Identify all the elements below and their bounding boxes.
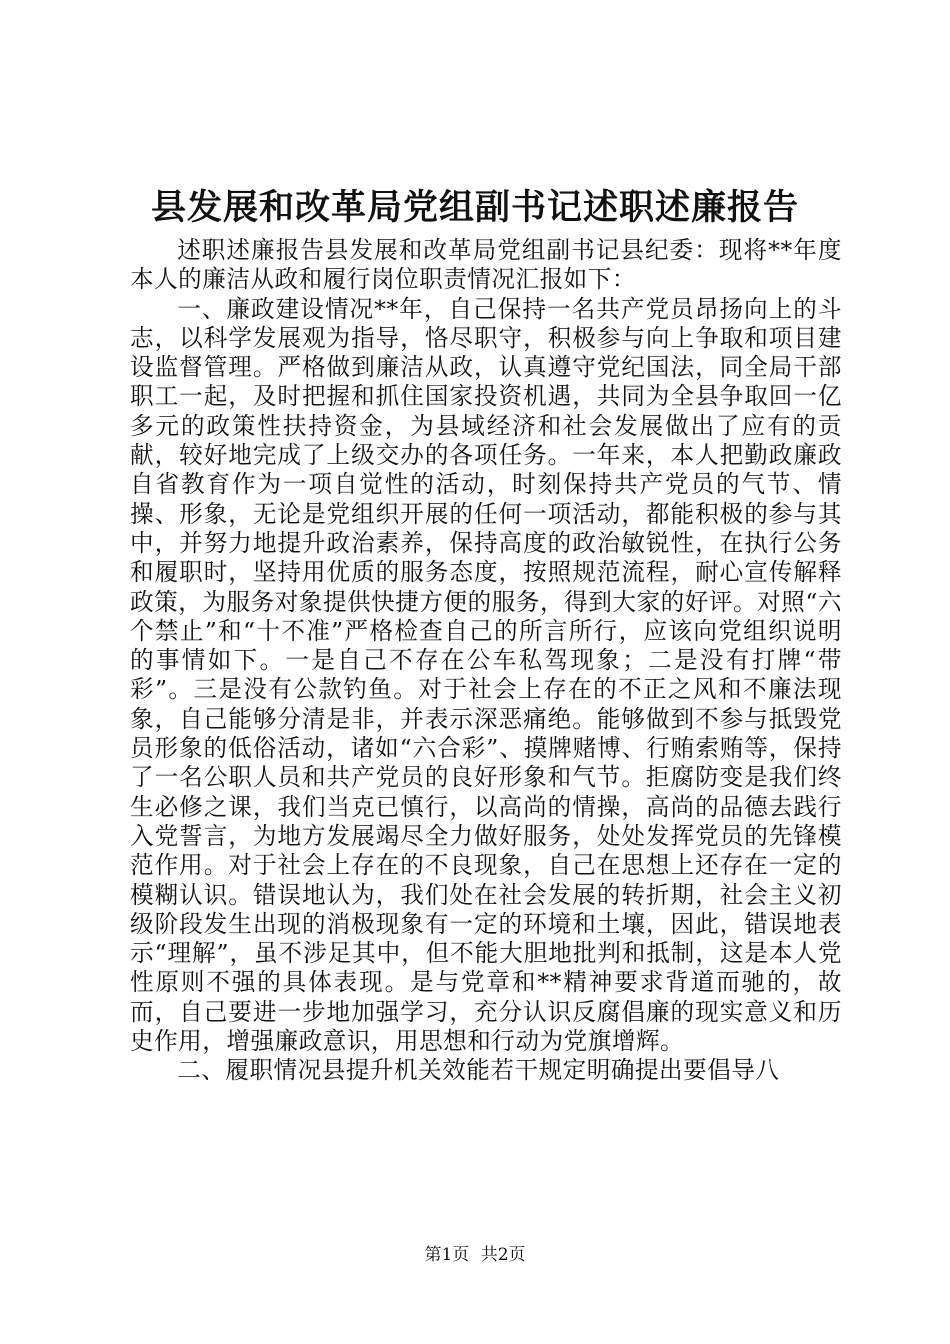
paragraph-intro: 述职述廉报告县发展和改革局党组副书记县纪委：现将**年度本人的廉洁从政和履行岗位职责情况汇报如下：	[130, 236, 842, 294]
page-total: 共2页	[480, 1245, 526, 1265]
document-title: 县发展和改革局党组副书记述职述廉报告	[150, 187, 799, 228]
paragraph-integrity: 一、廉政建设情况**年，自己保持一名共产党员昂扬向上的斗志，以科学发展观为指导，恪尽职守，积极参与向上争取和项目建设监督管理。严格做到廉洁从政，认真遵守党纪国法，同全局干部职工一起，及时把握和抓住国家投资机遇，共同为全县争取回一亿多元的政策性扶持资金，为县域经济和社会发展做出了应有的贡献，较好地完成了上级交办的各项任务。一年来，本人把勤政廉政自省教育作为一项自觉性的活动，时刻保持共产党员的气节、情操、形象，无论是党组织开展的任何一项活动，都能积极的参与其中，并努力地提升政治素养，保持高度的政治敏锐性，在执行公务和履职时，坚持用优质的服务态度，按照规范流程，耐心宣传解释政策，为服务对象提供快捷方便的服务，得到大家的好评。对照“六个禁止”和“十不准”严格检查自己的所言所行，应该向党组织说明的事情如下。一是自己不存在公车私驾现象；二是没有打牌“带彩”。三是没有公款钓鱼。对于社会上存在的不正之风和不廉法现象，自己能够分清是非，并表示深恶痛绝。能够做到不参与抵毁党员形象的低俗活动，诸如“六合彩”、摸牌赌博、行贿索贿等，保持了一名公职人员和共产党员的良好形象和气节。拒腐防变是我们终生必修之课，我们当克已慎行，以高尚的情操，高尚的品德去践行入党誓言，为地方发展竭尽全力做好服务，处处发挥党员的先锋模范作用。对于社会上存在的不良现象，自己在思想上还存在一定的模糊认识。错误地认为，我们处在社会发展的转折期，社会主义初级阶段发生出现的消极现象有一定的环境和土壤，因此，错误地表示“理解”，虽不涉足其中，但不能大胆地批判和抵制，这是本人党性原则不强的具体表现。是与党章和**精神要求背道而驰的，故而，自己要进一步地加强学习，充分认识反腐倡廉的现实意义和历史作用，增强廉政意识，用思想和行动为党旗增辉。	[130, 294, 842, 1056]
page-number: 第1页	[424, 1245, 470, 1265]
page-footer	[0, 1244, 950, 1266]
paragraph-duties: 二、履职情况县提升机关效能若干规定明确提出要倡导八	[177, 1056, 780, 1085]
document-body	[130, 236, 842, 1086]
